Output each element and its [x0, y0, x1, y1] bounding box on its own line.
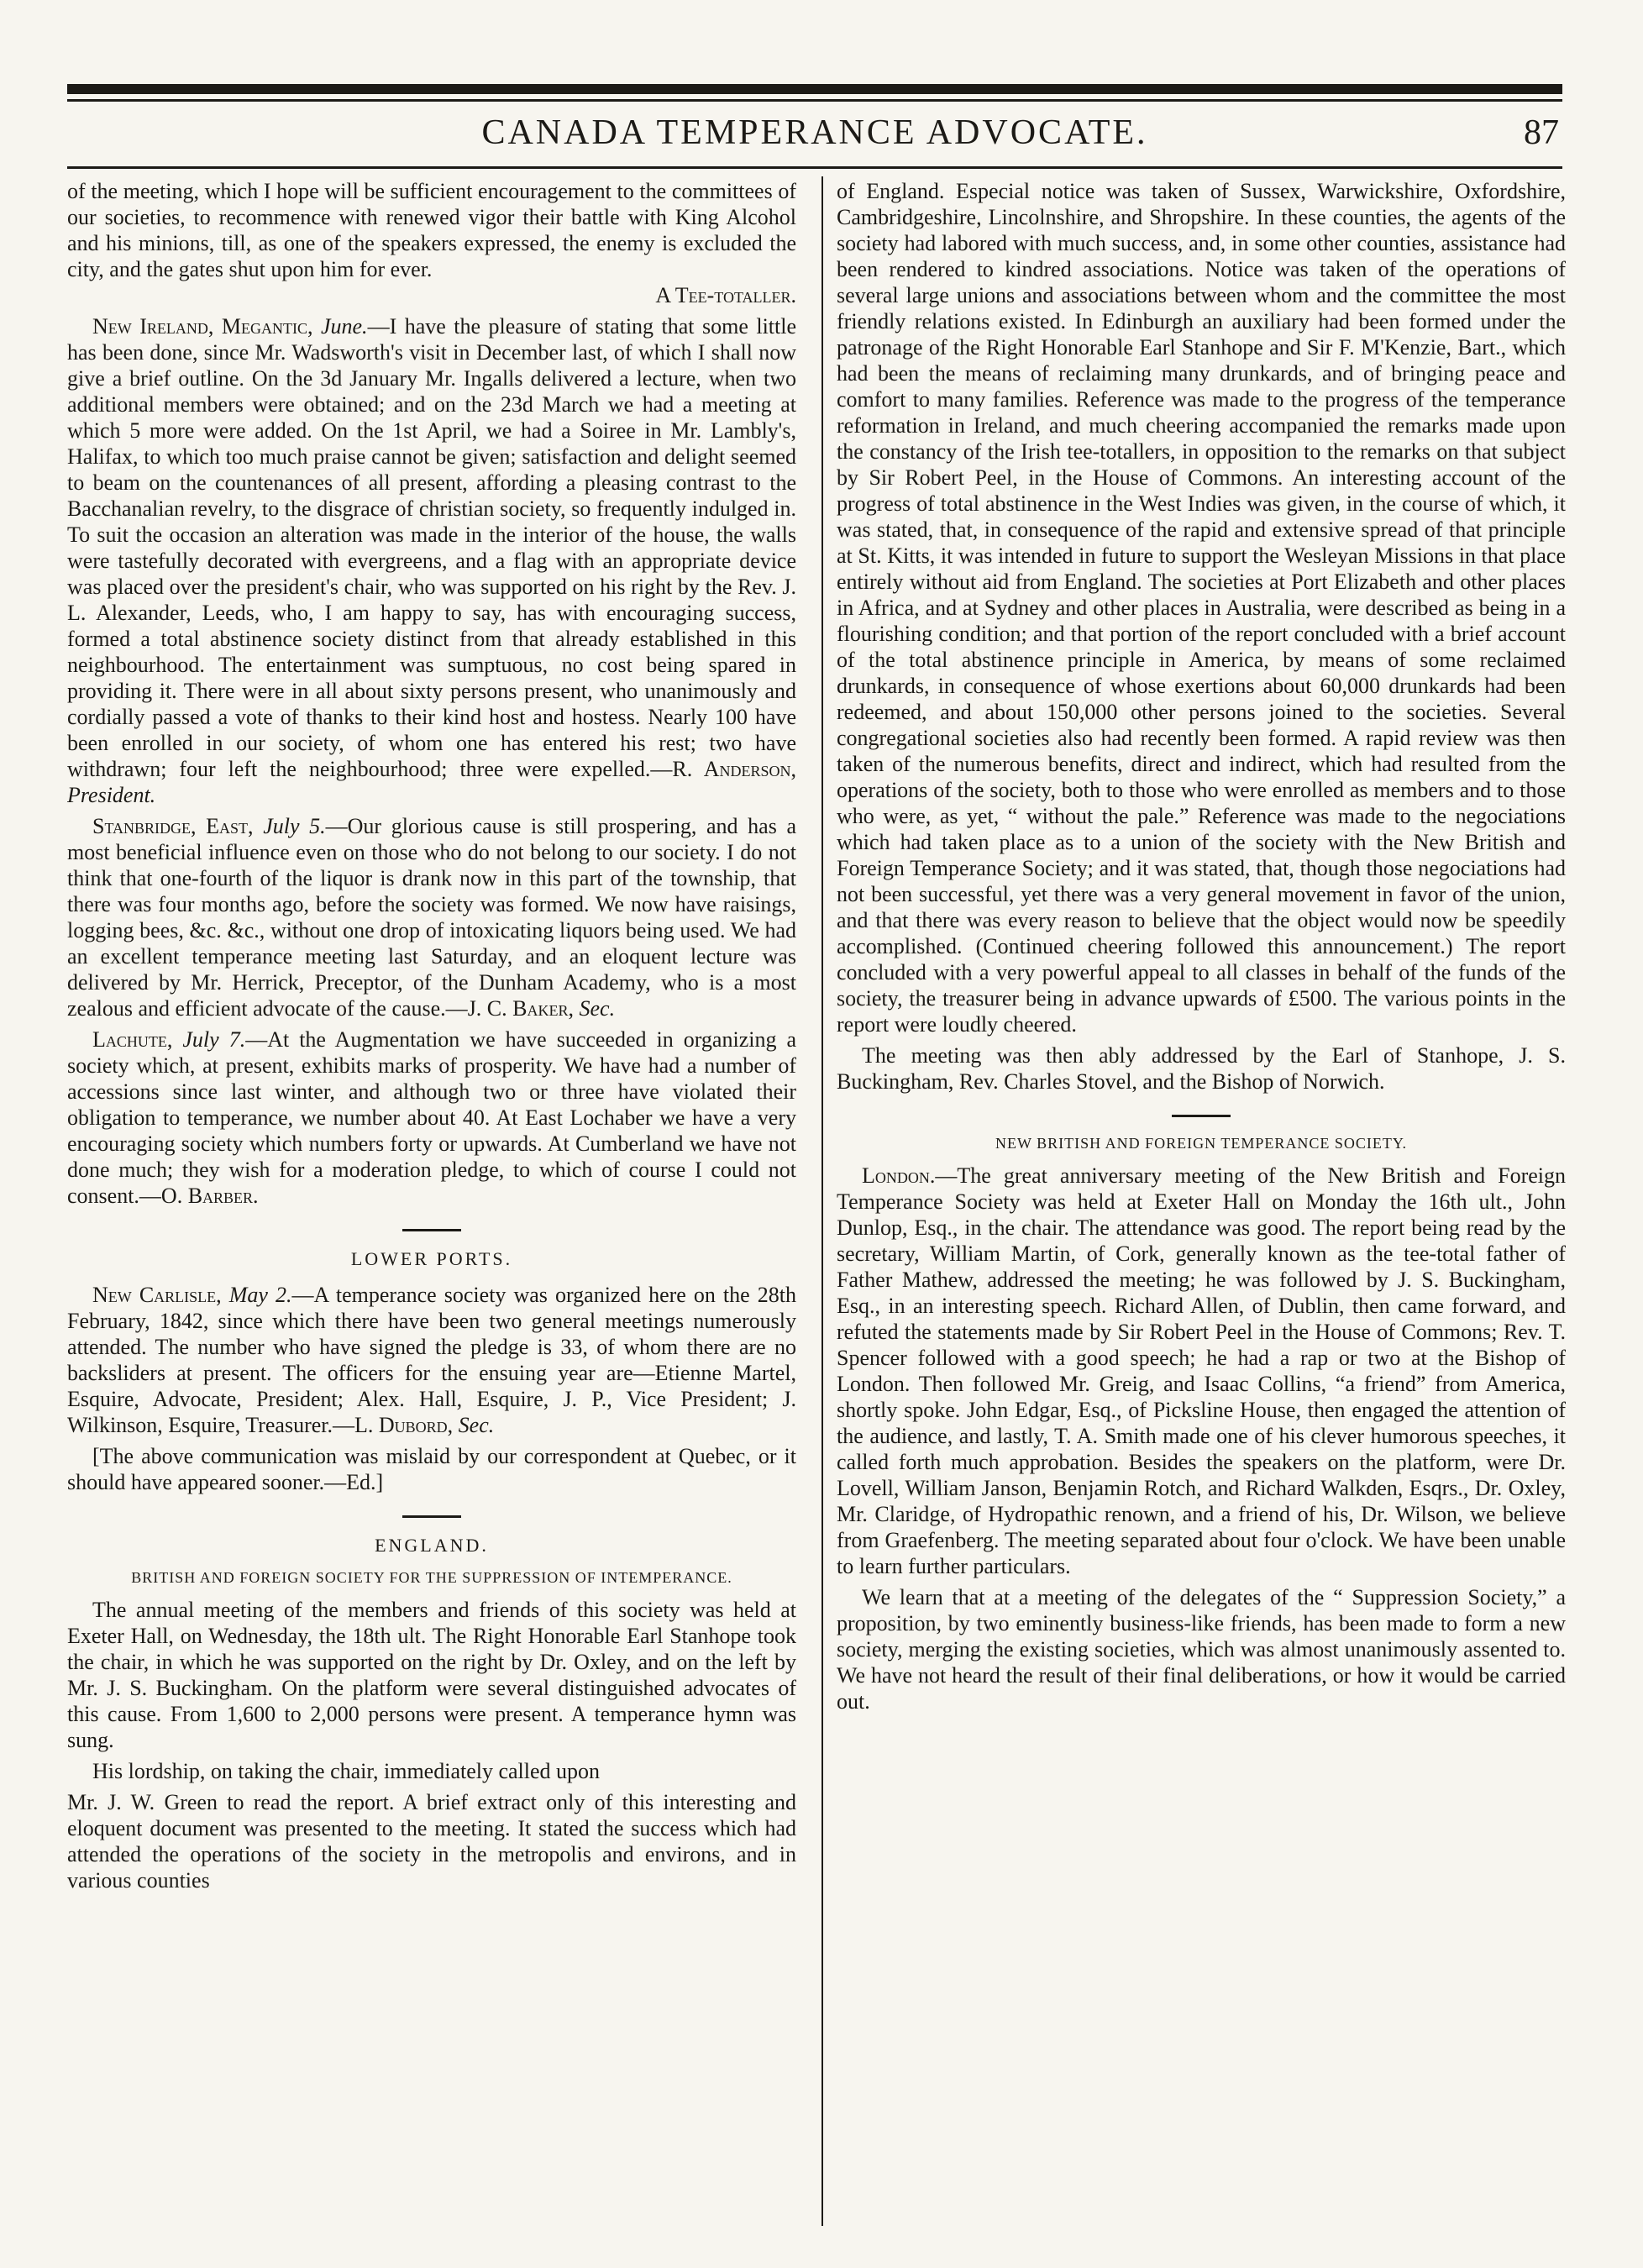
signature: L. Dubord,: [354, 1413, 454, 1437]
section-heading: ENGLAND.: [375, 1535, 489, 1556]
article-paragraph: New Carlisle, May 2.—A temperance society was organized here on the 28th February, 1842, since which there have been two general meetings numerously attended. The number who have signed the pledge is 33, of whom there are no backsliders at present. The officers for the ensuing year are—Etienne Martel, Esquire, Advocate, President; Alex. Hall, Esquire, J. P., Vice President; J. Wilkinson, Esquire, Treasurer.—L. Dubord, Sec.: [67, 1283, 796, 1437]
article-paragraph: London.—The great anniversary meeting of the New British and Foreign Temperance Society was held at Exeter Hall on Monday the 16th ult., John Dunlop, Esq., in the chair. The attendance was good. The report being read by the secretary, William Martin, of Cork, generally known as the tee-total father of Father Mathew, addressed the meeting; he was followed by J. S. Buckingham, Esq., in an interesting speech. Richard Allen, of Dublin, then came forward, and refuted the statements made by Sir Robert Peel in the House of Commons; Rev. T. Spencer followed with a good speech; he had a rap or two at the Bishop of London. Then followed Mr. Greig, and Isaac Collins, “a friend” from America, shortly spoke. John Edgar, Esq., of Picksline House, then engaged the attention of the audience, and lastly, T. A. Smith made one of his clever humorous speeches, it called forth much approbation. Besides the speakers on the platform, were Dr. Lovell, William Janson, Benjamin Rotch, and Richard Walkden, Esqrs., Dr. Oxley, Mr. Claridge, of Hydropathic renown, and a friend of his, Dr. Wilson, we believe from Graefenberg. The meeting separated about four o'clock. We have been unable to learn further particulars.: [837, 1163, 1566, 1578]
article-paragraph: of England. Especial notice was taken of Sussex, Warwickshire, Oxfordshire, Cambridgeshire, Lincolnshire, and Shropshire. In these counties, the agents of the society had labored with much success, and, in some other counties, assistance had been rendered to kindred associations. Notice was taken of the operations of several large unions and associations between whom and the committee the most friendly relations existed. In Edinburgh an auxiliary had been formed under the patronage of the Right Honorable Earl Stanhope and Sir F. M'Kenzie, Bart., which had been the means of reclaiming many drunkards, and of bringing peace and comfort to many families. Reference was made to the progress of the temperance reformation in Ireland, and much cheering accompanied the remarks made upon the constancy of the Irish tee-totallers, in opposition to the remarks on that subject by Sir Robert Peel, in the House of Commons. An interesting account of the progress of total abstinence in the West Indies was given, in the course of which, it was stated, that, in consequence of the rapid and extensive spread of that principle at St. Kitts, it was intended in future to support the Wesleyan Missions in that place entirely without aid from England. The societies at Port Elizabeth and other places in Africa, and at Sydney and other places in Australia, were described as being in a flourishing condition; and that portion of the report concluded with a brief account of the total abstinence principle in America, by means of some reclaimed drunkards, in consequence of whose exertions about 60,000 drunkards had been redeemed, and about 150,000 other persons joined to the societies. Several congregational societies also had recently been formed. A rapid review was then taken of the numerous benefits, direct and indirect, which had resulted from the operations of the society, both to those who were enrolled as members and to those who were, as yet, “ without the pale.” Reference was made to the negociations which had taken place as to a union of the society with the New British and Foreign Temperance Society; and it was stated, that, though those negociations had not been successful, yet there was a very general movement in favor of the union, and that there was every reason to believe that the object would now be speedily accomplished. (Continued cheering followed this announcement.) The report concluded with a very powerful appeal to all classes in behalf of the funds of the society, the treasurer being in advance upwards of £500. The various points in the report were loudly cheered.: [837, 179, 1566, 1037]
article-paragraph: of the meeting, which I hope will be sufficient encouragement to the committees of our societies, to recommence with renewed vigor their battle with King Alcohol and his minions, till, as one of the speakers expressed, the enemy is excluded the city, and the gates shut upon him for ever. A Tee-totaller.: [67, 179, 796, 307]
running-title: CANADA TEMPERANCE ADVOCATE.: [481, 113, 1148, 152]
article-paragraph: New Ireland, Megantic, June.—I have the pleasure of stating that some little has been done, since Mr. Wadsworth's visit in December last, of which I shall now give a brief outline. On the 3d January Mr. Ingalls delivered a lecture, when two additional members were obtained; and on the 23d March we had a meeting at which 5 more were added. On the 1st April, we had a Soiree in Mr. Lambly's, Halifax, to which too much praise cannot be given; satisfaction and delight seemed to beam on the countenances of all present, affording a pleasing contrast to the Bacchanalian revelry, to the disgrace of christian society, so frequently indulged in. To suit the occasion an alteration was made in the interior of the house, the walls were tastefully decorated with evergreens, and a flag with an appropriate device was placed over the president's chair, who was supported on his right by the Rev. J. L. Alexander, Leeds, who, I am happy to say, has with encouraging success, formed a total abstinence society distinct from that already established in this neighbourhood. The entertainment was sumptuous, no cost being spared in providing it. There were in all about sixty persons present, who unanimously and cordially passed a vote of thanks to their kind host and hostess. Nearly 100 have been enrolled in our society, of whom one has entered his rest; two have withdrawn; four left the neighbourhood; three were expelled.—R. Anderson, President.: [67, 314, 796, 807]
column-divider: [822, 176, 823, 2226]
dateline-place: Lachute,: [92, 1027, 173, 1052]
signature: A Tee-totaller.: [655, 283, 796, 307]
section-rule: [402, 1515, 461, 1518]
dateline-date: July 5.: [263, 814, 326, 838]
dateline-date: May 2.: [228, 1283, 292, 1307]
article-paragraph: The meeting was then ably addressed by the Earl of Stanhope, J. S. Buckingham, Rev. Charles Stovel, and the Bishop of Norwich.: [837, 1043, 1566, 1094]
page-header: [67, 108, 1562, 160]
dateline-place: New Ireland, Megantic,: [92, 314, 313, 339]
page-number: 87: [1524, 113, 1559, 152]
editor-note: [The above communication was mislaid by our correspondent at Quebec, or it should have appeared sooner.—Ed.]: [67, 1444, 796, 1494]
left-column: [67, 178, 796, 2228]
article-paragraph: Mr. J. W. Green to read the report. A brief extract only of this interesting and eloquent document was presented to the meeting. It stated the success which had attended the operations of the society in the metropolis and environs, and in various counties: [67, 1790, 796, 1893]
sub-heading: BRITISH AND FOREIGN SOCIETY FOR THE SUPPRESSION OF INTEMPERANCE.: [131, 1569, 732, 1586]
right-column: [837, 178, 1566, 2228]
dateline-place: Stanbridge, East,: [92, 814, 254, 838]
dateline-date: June.: [320, 314, 368, 339]
section-heading: LOWER PORTS.: [350, 1248, 513, 1269]
signature: O. Barber.: [160, 1184, 259, 1208]
top-rule-thin: [67, 99, 1562, 102]
header-rule: [67, 166, 1562, 169]
dateline-place: New Carlisle,: [92, 1283, 222, 1307]
section-heading: NEW BRITISH AND FOREIGN TEMPERANCE SOCIETY.: [995, 1135, 1408, 1152]
signature: R. Anderson,: [672, 757, 796, 781]
section-rule: [402, 1229, 461, 1231]
article-paragraph: His lordship, on taking the chair, immediately called upon: [92, 1759, 601, 1783]
article-paragraph: Stanbridge, East, July 5.—Our glorious cause is still prospering, and has a most beneficial influence even on those who do not belong to our society. I do not think that one-fourth of the liquor is drank now in this part of the township, that there was four months ago, before the society was formed. We now have raisings, logging bees, &c. &c., without one drop of intoxicating liquors being used. We had an excellent temperance meeting last Saturday, and an eloquent lecture was delivered by Mr. Herrick, Preceptor, of the Dunham Academy, who is a most zealous and efficient advocate of the cause.—J. C. Baker, Sec.: [67, 814, 796, 1021]
section-rule: [1172, 1115, 1231, 1117]
top-rule: [67, 84, 1562, 94]
article-paragraph: Lachute, July 7.—At the Augmentation we have succeeded in organizing a society which, at present, exhibits marks of prosperity. We have had a number of accessions since last winter, and although two or three have violated their obligation to temperance, we number about 40. At East Lochaber we have a very encouraging society which numbers forty or upwards. At Cumberland we have not done much; they wish for a moderation pledge, to which of course I could not consent.—O. Barber.: [67, 1027, 796, 1208]
article-paragraph: The annual meeting of the members and friends of this society was held at Exeter Hall, on Wednesday, the 18th ult. The Right Honorable Earl Stanhope took the chair, in which he was supported on the right by Dr. Oxley, and on the left by Mr. J. S. Buckingham. On the platform were several distinguished advocates of this cause. From 1,600 to 2,000 persons were present. A temperance hymn was sung.: [67, 1598, 796, 1752]
signature: J. C. Baker,: [467, 996, 574, 1021]
dateline-date: July 7.: [182, 1027, 246, 1052]
dateline-place: London.: [862, 1163, 936, 1188]
article-paragraph: We learn that at a meeting of the delegates of the “ Suppression Society,” a proposition, by two eminently business-like friends, has been made to form a new society, merging the existing societies, which was almost unanimously assented to. We have not heard the result of their final deliberations, or how it would be carried out.: [837, 1585, 1566, 1714]
newspaper-page: [67, 84, 1566, 2234]
